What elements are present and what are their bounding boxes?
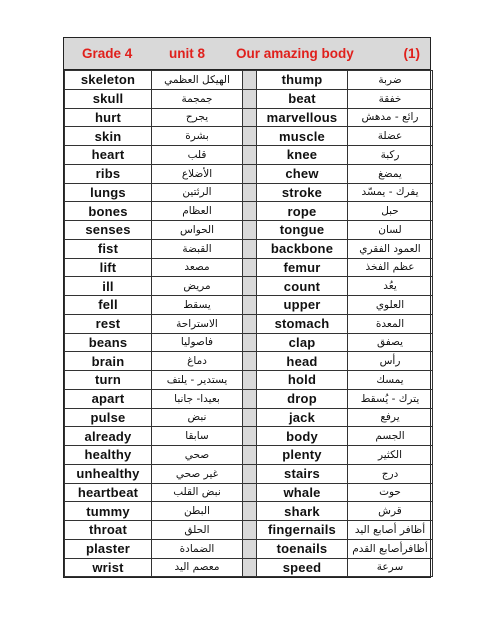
arabic-translation: حبل [348,202,433,221]
column-separator [243,258,257,277]
arabic-translation: سابقا [152,427,243,446]
english-word: skin [65,127,152,146]
column-separator [243,558,257,577]
table-row [65,371,433,390]
column-separator [243,183,257,202]
arabic-translation: بعيدا- جانبا [152,389,243,408]
english-word: tongue [257,221,348,240]
english-word: rope [257,202,348,221]
arabic-translation: أظافر أصابع اليد [348,521,433,540]
unit-title: Our amazing body [236,46,354,61]
english-word: brain [65,352,152,371]
table-row [65,389,433,408]
english-word: skull [65,89,152,108]
english-word: head [257,352,348,371]
english-word: pulse [65,408,152,427]
arabic-translation: رأس [348,352,433,371]
arabic-translation: ركبة [348,146,433,165]
arabic-translation: الرئتين [152,183,243,202]
arabic-translation: جمجمة [152,89,243,108]
arabic-translation: العمود الفقري [348,239,433,258]
english-word: ill [65,277,152,296]
arabic-translation: يمسك [348,371,433,390]
english-word: turn [65,371,152,390]
arabic-translation: قلب [152,146,243,165]
english-word: fist [65,239,152,258]
grade-label: Grade 4 [82,46,133,61]
page-number: (1) [403,46,420,61]
arabic-translation: الاستراحة [152,314,243,333]
arabic-translation: يرفع [348,408,433,427]
arabic-translation: الحواس [152,221,243,240]
column-separator [243,389,257,408]
column-separator [243,127,257,146]
column-separator [243,146,257,165]
arabic-translation: صحي [152,446,243,465]
column-separator [243,427,257,446]
table-row [65,108,433,127]
english-word: body [257,427,348,446]
column-separator [243,314,257,333]
arabic-translation: غير صحي [152,464,243,483]
english-word: marvellous [257,108,348,127]
table-row [65,296,433,315]
column-separator [243,464,257,483]
table-row [65,258,433,277]
english-word: wrist [65,558,152,577]
column-separator [243,202,257,221]
column-separator [243,89,257,108]
arabic-translation: يستدير - يلتف [152,371,243,390]
english-word: thump [257,71,348,90]
column-separator [243,108,257,127]
english-word: senses [65,221,152,240]
table-row [65,446,433,465]
column-separator [243,371,257,390]
english-word: healthy [65,446,152,465]
english-word: whale [257,483,348,502]
english-word: drop [257,389,348,408]
table-row [65,146,433,165]
arabic-translation: الجسم [348,427,433,446]
vocabulary-table [64,70,433,577]
arabic-translation: قرش [348,502,433,521]
table-row [65,183,433,202]
column-separator [243,164,257,183]
table-row [65,352,433,371]
column-separator [243,239,257,258]
table-row [65,483,433,502]
english-word: stomach [257,314,348,333]
english-word: throat [65,521,152,540]
table-row [65,333,433,352]
arabic-translation: أظافرأصابع القدم [348,539,433,558]
table-row [65,314,433,333]
arabic-translation: ضربة [348,71,433,90]
english-word: chew [257,164,348,183]
english-word: heart [65,146,152,165]
arabic-translation: حوت [348,483,433,502]
english-word: shark [257,502,348,521]
arabic-translation: يفرك - يمسّد [348,183,433,202]
column-separator [243,277,257,296]
english-word: clap [257,333,348,352]
arabic-translation: رائع - مدهش [348,108,433,127]
table-row [65,464,433,483]
arabic-translation: يصفق [348,333,433,352]
arabic-translation: نبض [152,408,243,427]
arabic-translation: الأضلاع [152,164,243,183]
english-word: plenty [257,446,348,465]
arabic-translation: يجرح [152,108,243,127]
column-separator [243,333,257,352]
arabic-translation: لسان [348,221,433,240]
table-row [65,221,433,240]
unit-label: unit 8 [169,46,205,61]
vocabulary-sheet [63,37,431,578]
english-word: bones [65,202,152,221]
english-word: hurt [65,108,152,127]
english-word: backbone [257,239,348,258]
english-word: ribs [65,164,152,183]
table-row [65,427,433,446]
english-word: apart [65,389,152,408]
column-separator [243,71,257,90]
arabic-translation: عضلة [348,127,433,146]
table-row [65,539,433,558]
arabic-translation: خفقة [348,89,433,108]
english-word: lift [65,258,152,277]
arabic-translation: الضمادة [152,539,243,558]
arabic-translation: البطن [152,502,243,521]
arabic-translation: العظام [152,202,243,221]
table-row [65,521,433,540]
arabic-translation: يمضغ [348,164,433,183]
english-word: heartbeat [65,483,152,502]
english-word: beans [65,333,152,352]
arabic-translation: سرعة [348,558,433,577]
english-word: speed [257,558,348,577]
column-separator [243,446,257,465]
english-word: toenails [257,539,348,558]
english-word: muscle [257,127,348,146]
column-separator [243,502,257,521]
arabic-translation: دماغ [152,352,243,371]
arabic-translation: العلوي [348,296,433,315]
english-word: already [65,427,152,446]
english-word: lungs [65,183,152,202]
column-separator [243,221,257,240]
arabic-translation: عظم الفخذ [348,258,433,277]
arabic-translation: بشرة [152,127,243,146]
arabic-translation: مريض [152,277,243,296]
table-row [65,277,433,296]
column-separator [243,352,257,371]
english-word: plaster [65,539,152,558]
table-row [65,202,433,221]
arabic-translation: الحلق [152,521,243,540]
arabic-translation: درج [348,464,433,483]
english-word: knee [257,146,348,165]
arabic-translation: مصعد [152,258,243,277]
arabic-translation: معصم اليد [152,558,243,577]
english-word: upper [257,296,348,315]
table-row [65,71,433,90]
english-word: stairs [257,464,348,483]
english-word: rest [65,314,152,333]
arabic-translation: فاصوليا [152,333,243,352]
english-word: fell [65,296,152,315]
table-row [65,502,433,521]
table-row [65,89,433,108]
english-word: tummy [65,502,152,521]
arabic-translation: الكثير [348,446,433,465]
arabic-translation: يسقط [152,296,243,315]
english-word: femur [257,258,348,277]
arabic-translation: نبض القلب [152,483,243,502]
column-separator [243,483,257,502]
english-word: count [257,277,348,296]
arabic-translation: القبضة [152,239,243,258]
vocabulary-rows [65,71,433,577]
sheet-header [64,38,430,70]
table-row [65,127,433,146]
table-row [65,408,433,427]
column-separator [243,408,257,427]
table-row [65,558,433,577]
column-separator [243,296,257,315]
english-word: jack [257,408,348,427]
column-separator [243,521,257,540]
english-word: skeleton [65,71,152,90]
arabic-translation: يترك - يُسقط [348,389,433,408]
table-row [65,239,433,258]
english-word: fingernails [257,521,348,540]
arabic-translation: يعُد [348,277,433,296]
english-word: stroke [257,183,348,202]
arabic-translation: المعدة [348,314,433,333]
english-word: hold [257,371,348,390]
arabic-translation: الهيكل العظمي [152,71,243,90]
english-word: unhealthy [65,464,152,483]
column-separator [243,539,257,558]
table-row [65,164,433,183]
english-word: beat [257,89,348,108]
